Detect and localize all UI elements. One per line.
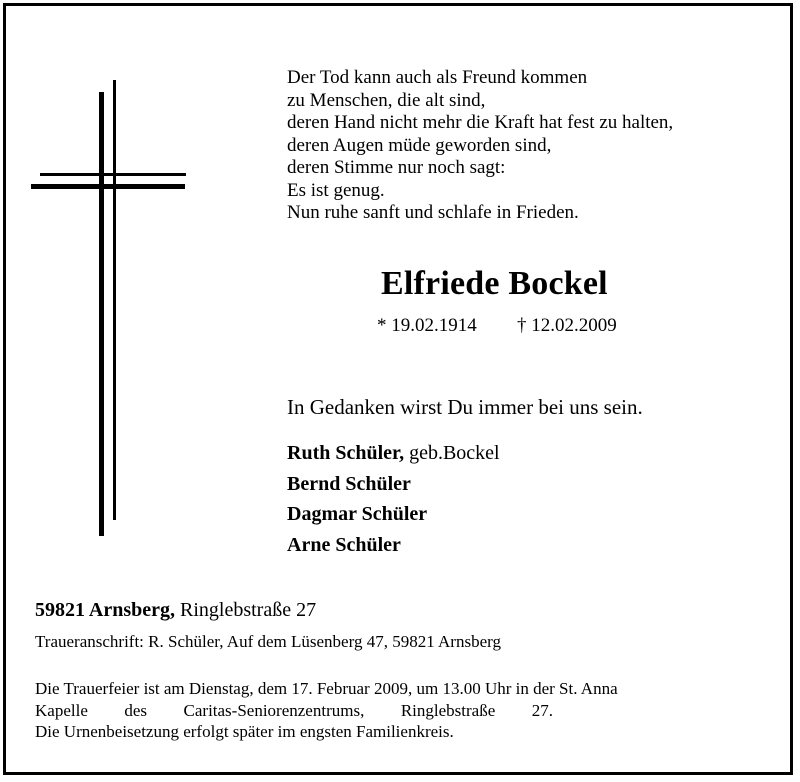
family-member-note: geb.Bockel bbox=[404, 442, 500, 464]
deceased-name: Elfriede Bockel bbox=[381, 265, 608, 302]
poem-line: deren Augen müde geworden sind, bbox=[287, 134, 552, 156]
poem bbox=[287, 67, 673, 225]
poem-line: Nun ruhe sanft und schlafe in Frieden. bbox=[287, 202, 579, 223]
family-member-name: Bernd Schüler bbox=[287, 472, 411, 495]
poem-line: deren Hand nicht mehr die Kraft hat fest zu halten, bbox=[287, 112, 674, 133]
family-list bbox=[287, 438, 500, 560]
family-member bbox=[287, 469, 500, 500]
poem-line: deren Stimme nur noch sagt: bbox=[287, 157, 506, 178]
residence-address bbox=[35, 599, 316, 622]
poem-line: zu Menschen, die alt sind, bbox=[287, 89, 486, 111]
birth-date: * 19.02.1914 bbox=[377, 315, 477, 336]
death-date: † 12.02.2009 bbox=[517, 315, 617, 336]
remembrance-text: In Gedanken wirst Du immer bei uns sein. bbox=[287, 395, 643, 419]
mourning-address: Traueranschrift: R. Schüler, Auf dem Lüsenberg 47, 59821 Arnsberg bbox=[35, 632, 501, 651]
family-member-name: Dagmar Schüler bbox=[287, 503, 428, 525]
service-info bbox=[35, 678, 758, 743]
family-member bbox=[287, 530, 500, 561]
service-line: Die Urnenbeisetzung erfolgt später im engsten Familienkreis. bbox=[35, 722, 454, 741]
poem-line: Der Tod kann auch als Freund kommen bbox=[287, 67, 588, 88]
service-line: Kapelle des Caritas-Seniorenzentrums, Ringlebstraße 27. bbox=[35, 700, 553, 720]
address-city: 59821 Arnsberg, bbox=[35, 599, 175, 621]
address-street: Ringlebstraße 27 bbox=[175, 599, 317, 621]
family-member bbox=[287, 499, 500, 530]
service-line: Die Trauerfeier ist am Dienstag, dem 17. Februar 2009, um 13.00 Uhr in der St. Anna bbox=[35, 679, 618, 698]
poem-line: Es ist genug. bbox=[287, 179, 385, 201]
family-member-name: Ruth Schüler, bbox=[287, 442, 405, 464]
family-member-name: Arne Schüler bbox=[287, 533, 401, 556]
family-member bbox=[287, 438, 500, 469]
